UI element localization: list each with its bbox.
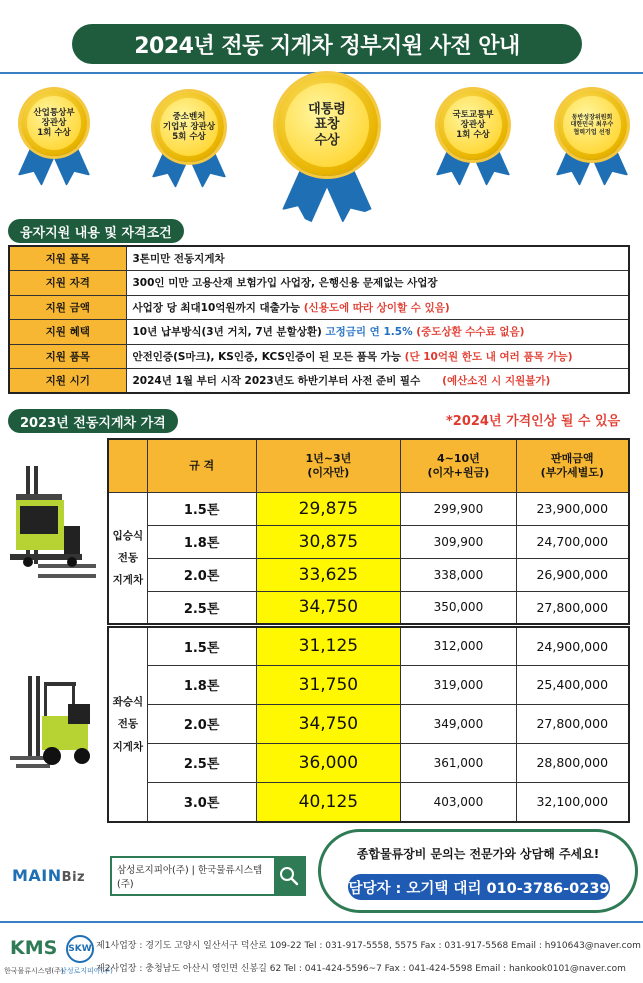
size-cell: 1.5톤 [147, 627, 256, 665]
size-cell: 3.0톤 [147, 782, 256, 822]
price-note: *2024년 가격인상 될 수 있음 [446, 414, 621, 429]
footer-address-1: 제1사업장 : 경기도 고양시 일산서구 덕산로 109-22 Tel : 031-917-5558, 5575 Fax : 031-917-5568 Email : h910643@naver.com [96, 941, 641, 951]
y4-cell: 403,000 [401, 782, 516, 822]
header-blank [108, 439, 147, 492]
y4-cell: 361,000 [401, 743, 516, 782]
support-key: 지원 자격 [9, 271, 126, 296]
award-medal-4-text: 국토교통부 장관상 1회 수상 [444, 96, 502, 154]
size-cell: 1.8톤 [147, 525, 256, 558]
sale-cell: 24,700,000 [516, 525, 629, 558]
table-row [108, 704, 629, 743]
table-row [108, 558, 629, 591]
award-medal-5-text: 동반성장위원회 대한민국 최우수 협력기업 선정 [563, 96, 621, 154]
support-note: (중도상환 수수료 없음) [416, 326, 525, 339]
table-row [9, 295, 629, 320]
table-row [108, 743, 629, 782]
category-label: 좌승식 전동 지게차 [108, 627, 147, 822]
sale-cell: 27,800,000 [516, 704, 629, 743]
table-row [9, 246, 629, 271]
size-cell: 2.0톤 [147, 558, 256, 591]
sit-down-price-table [107, 626, 630, 823]
header-sale: 판매금액 (부가세별도) [516, 439, 629, 492]
support-section-title: 융자지원 내용 및 자격조건 [8, 219, 184, 243]
support-value: 사업장 당 최대10억원까지 대출가능 (신용도에 따라 상이할 수 있음) [126, 295, 629, 320]
header-y1: 1년~3년 (이자만) [256, 439, 401, 492]
contact-question: 종합물류장비 문의는 전문가와 상담해 주세요! [356, 847, 600, 861]
footer-address-2: 제2사업장 : 충청남도 아산시 영인면 신봉길 62 Tel : 041-424-5596~7 Fax : 041-424-5598 Email : hankook0101@naver.com [96, 964, 626, 974]
table-row [9, 344, 629, 369]
y1-cell: 29,875 [256, 492, 401, 525]
support-table [8, 245, 630, 394]
award-medal-5 [552, 88, 632, 188]
award-medal-1 [16, 88, 92, 188]
y1-cell: 34,750 [256, 704, 401, 743]
support-note: (예산소진 시 지원불가) [442, 375, 551, 387]
support-note: (단 10억원 한도 내 여러 품목 가능) [404, 350, 573, 363]
table-row [108, 492, 629, 525]
award-medal-1-text: 산업통상부 장관상 1회 수상 [27, 96, 81, 150]
price-section-title: 2023년 전동지게차 가격 [8, 409, 178, 433]
sale-cell: 27,800,000 [516, 591, 629, 624]
kms-logo: KMS [10, 937, 58, 959]
y1-cell: 31,125 [256, 627, 401, 665]
support-key: 지원 혜택 [9, 320, 126, 345]
size-cell: 2.5톤 [147, 591, 256, 624]
stand-on-forklift-image [8, 466, 100, 584]
search-button[interactable] [274, 858, 304, 894]
table-row [108, 665, 629, 704]
table-row [108, 627, 629, 665]
mainbiz-logo: MAINBiz [12, 866, 86, 885]
table-row [108, 591, 629, 624]
skw-logo: SKW [66, 935, 94, 963]
y4-cell: 319,000 [401, 665, 516, 704]
y4-cell: 299,900 [401, 492, 516, 525]
category-label: 입승식 전동 지게차 [108, 492, 147, 624]
header-y4: 4~10년 (이자+원금) [401, 439, 516, 492]
y4-cell: 312,000 [401, 627, 516, 665]
sale-cell: 23,900,000 [516, 492, 629, 525]
size-cell: 1.8톤 [147, 665, 256, 704]
award-medal-3 [272, 72, 382, 222]
interest-rate: 고정금리 연 1.5% [325, 326, 413, 339]
support-key: 지원 시기 [9, 369, 126, 394]
kms-logo-caption: 한국물류시스템(주) [4, 967, 64, 975]
size-cell: 2.5톤 [147, 743, 256, 782]
support-key: 지원 금액 [9, 295, 126, 320]
search-bar[interactable] [110, 856, 306, 896]
table-row [108, 525, 629, 558]
search-input[interactable]: 삼성로지피아(주) | 한국물류시스템(주) [117, 865, 263, 890]
skw-logo-caption: 삼성로지피아(주) [60, 967, 113, 975]
award-medal-3-text: 대통령 표창 수상 [285, 83, 369, 167]
y1-cell: 36,000 [256, 743, 401, 782]
page-title: 2024년 전동 지게차 정부지원 사전 안내 [72, 24, 582, 64]
contact-box [318, 829, 638, 913]
support-value: 3톤미만 전동지게차 [126, 246, 629, 271]
support-value: 300인 미만 고용산재 보험가입 사업장, 은행신용 문제없는 사업장 [126, 271, 629, 296]
y1-cell: 31,750 [256, 665, 401, 704]
size-cell: 2.0톤 [147, 704, 256, 743]
y1-cell: 40,125 [256, 782, 401, 822]
support-value: 안전인증(S마크), KS인증, KCS인증이 된 모든 품목 가능 (단 10억원 한도 내 여러 품목 가능) [126, 344, 629, 369]
support-note: (신용도에 따라 상이할 수 있음) [303, 301, 450, 314]
support-value: 2024년 1월 부터 시작 2023년도 하반기부터 사전 준비 필수 (예산소진 시 지원불가) [126, 369, 629, 394]
award-medal-4 [432, 88, 514, 188]
y4-cell: 349,000 [401, 704, 516, 743]
award-medal-2 [148, 90, 230, 190]
y4-cell: 309,900 [401, 525, 516, 558]
y4-cell: 350,000 [401, 591, 516, 624]
table-row [9, 320, 629, 345]
support-key: 지원 품목 [9, 344, 126, 369]
sale-cell: 25,400,000 [516, 665, 629, 704]
sale-cell: 24,900,000 [516, 627, 629, 665]
stand-on-price-table [107, 438, 630, 625]
y1-cell: 33,625 [256, 558, 401, 591]
y1-cell: 30,875 [256, 525, 401, 558]
table-row [9, 369, 629, 394]
sit-down-forklift-image [8, 676, 100, 774]
sale-cell: 26,900,000 [516, 558, 629, 591]
size-cell: 1.5톤 [147, 492, 256, 525]
sale-cell: 32,100,000 [516, 782, 629, 822]
table-header-row [108, 439, 629, 492]
sale-cell: 28,800,000 [516, 743, 629, 782]
contact-person-button[interactable]: 담당자 : 오기택 대리 010-3786-0239 [348, 874, 610, 900]
search-icon [279, 866, 299, 886]
table-row [108, 782, 629, 822]
y1-cell: 34,750 [256, 591, 401, 624]
support-value: 10년 납부방식(3년 거치, 7년 분할상환) 고정금리 연 1.5% (중도상환 수수료 없음) [126, 320, 629, 345]
footer-divider [0, 921, 643, 923]
support-key: 지원 품목 [9, 246, 126, 271]
y4-cell: 338,000 [401, 558, 516, 591]
header-spec: 규 격 [147, 439, 256, 492]
award-medal-2-text: 중소벤처 기업부 장관상 5회 수상 [160, 98, 218, 156]
table-row [9, 271, 629, 296]
